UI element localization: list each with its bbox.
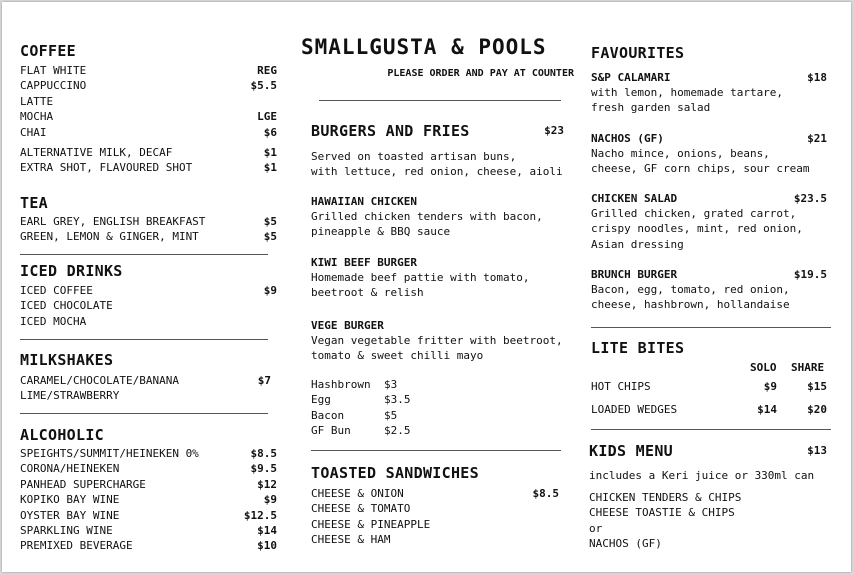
price: $14 bbox=[257, 524, 277, 538]
list-item: CHEESE & HAM bbox=[311, 533, 391, 547]
price: $9 bbox=[263, 493, 277, 507]
list-item: PREMIXED BEVERAGE bbox=[20, 539, 133, 553]
favourite-item bbox=[591, 191, 803, 252]
list-item: LIME/STRAWBERRY bbox=[20, 389, 120, 403]
coffee-list bbox=[20, 63, 86, 140]
price: $12.5 bbox=[243, 508, 277, 522]
kids-list bbox=[589, 490, 741, 552]
iced-list bbox=[20, 283, 113, 329]
list-item: ICED COFFEE bbox=[20, 284, 93, 297]
list-item: EXTRA SHOT, FLAVOURED SHOT bbox=[20, 161, 193, 175]
list-item: CHICKEN TENDERS & CHIPS bbox=[589, 491, 742, 504]
addon-name: Hashbrown bbox=[311, 378, 371, 391]
addon-name: Bacon bbox=[311, 408, 345, 422]
description-line: Vegan vegetable fritter with beetroot, bbox=[311, 334, 563, 347]
price: $8.5 bbox=[250, 447, 277, 460]
price: $5 bbox=[263, 215, 277, 228]
coffee-extras bbox=[20, 145, 192, 176]
list-item: SPEIGHTS/SUMMIT/HEINEKEN 0% bbox=[20, 447, 199, 460]
order-note: PLEASE ORDER AND PAY AT COUNTER bbox=[387, 68, 574, 79]
description-line: Homemade beef pattie with tomato, bbox=[311, 271, 530, 284]
list-item: OYSTER BAY WINE bbox=[20, 508, 120, 522]
divider bbox=[319, 100, 561, 101]
description-line: Asian dressing bbox=[591, 237, 684, 251]
description-line: crispy noodles, mint, red onion, bbox=[591, 222, 803, 236]
divider bbox=[20, 413, 268, 414]
list-item: PANHEAD SUPERCHARGE bbox=[20, 477, 146, 491]
favourite-item bbox=[591, 70, 783, 116]
tea-list bbox=[20, 214, 205, 245]
list-item: ALTERNATIVE MILK, DECAF bbox=[20, 146, 173, 159]
burgers-intro bbox=[311, 149, 563, 180]
divider bbox=[20, 339, 268, 340]
description-line: with lemon, homemade tartare, bbox=[591, 86, 784, 99]
price: $1 bbox=[263, 146, 277, 159]
favourite-item bbox=[591, 267, 790, 313]
price: $3 bbox=[384, 378, 398, 391]
lite-bites-heading: LITE BITES bbox=[591, 339, 685, 357]
price: $5 bbox=[384, 408, 398, 422]
coffee-heading: COFFEE bbox=[20, 42, 76, 60]
description-line: Grilled chicken, grated carrot, bbox=[591, 207, 797, 220]
item-name: KIWI BEEF BURGER bbox=[311, 256, 417, 269]
list-item: EARL GREY, ENGLISH BREAKFAST bbox=[20, 215, 206, 228]
description-line: beetroot & relish bbox=[311, 286, 424, 300]
addon-prices bbox=[384, 377, 411, 439]
tea-prices bbox=[264, 214, 277, 245]
price-solo: $14 bbox=[757, 403, 777, 416]
price: $9.5 bbox=[250, 462, 277, 476]
alcoholic-list bbox=[20, 446, 199, 554]
col-share-label: SHARE bbox=[791, 361, 825, 374]
price: $5 bbox=[263, 230, 277, 244]
price: $12 bbox=[257, 477, 277, 491]
tea-heading: TEA bbox=[20, 194, 48, 212]
brand-title: SMALLGUSTA & POOLS bbox=[301, 35, 547, 59]
list-item: CAPPUCCINO bbox=[20, 79, 87, 93]
list-item: ICED MOCHA bbox=[20, 314, 87, 328]
kids-menu-heading: KIDS MENU bbox=[589, 442, 673, 460]
price: $23.5 bbox=[793, 192, 827, 205]
description-line: cheese, hashbrown, hollandaise bbox=[591, 298, 790, 312]
addon-name: Egg bbox=[311, 393, 331, 407]
kids-price: $13 bbox=[807, 444, 827, 457]
toasted-list bbox=[311, 486, 430, 548]
divider bbox=[20, 254, 268, 255]
list-item: CHEESE & PINEAPPLE bbox=[311, 517, 431, 531]
item-name: HAWAIIAN CHICKEN bbox=[311, 195, 417, 208]
description-line: Grilled chicken tenders with bacon, bbox=[311, 210, 543, 223]
list-item: CARAMEL/CHOCOLATE/BANANA bbox=[20, 374, 179, 387]
price: $10 bbox=[257, 539, 277, 553]
list-item: NACHOS (GF) bbox=[589, 537, 662, 551]
toasted-heading: TOASTED SANDWICHES bbox=[311, 464, 479, 482]
price: $21 bbox=[807, 132, 827, 145]
item-name: BRUNCH BURGER bbox=[591, 268, 678, 281]
size-label-reg: REG bbox=[257, 64, 277, 77]
iced-price: $9 bbox=[263, 284, 277, 297]
list-item: CHAI bbox=[20, 125, 47, 139]
item-name: NACHOS (GF) bbox=[591, 132, 664, 145]
price-lge: $6 bbox=[263, 125, 277, 139]
burger-item bbox=[311, 255, 530, 301]
burger-item bbox=[311, 318, 563, 364]
price-reg: $5.5 bbox=[250, 79, 277, 93]
milkshakes-price: $7 bbox=[257, 374, 271, 387]
description-line: with lettuce, red onion, cheese, aioli bbox=[311, 165, 563, 179]
coffee-prices bbox=[251, 63, 278, 140]
list-item: KOPIKO BAY WINE bbox=[20, 493, 120, 507]
list-item: GREEN, LEMON & GINGER, MINT bbox=[20, 230, 199, 244]
list-item: CHEESE TOASTIE & CHIPS bbox=[589, 506, 735, 520]
list-item: CORONA/HEINEKEN bbox=[20, 462, 120, 476]
price-solo: $9 bbox=[763, 380, 777, 393]
divider bbox=[591, 429, 831, 430]
burgers-heading: BURGERS AND FRIES bbox=[311, 122, 470, 140]
lite-item: HOT CHIPS bbox=[591, 380, 651, 393]
price: $1 bbox=[263, 161, 277, 175]
burgers-price: $23 bbox=[544, 124, 564, 137]
description-line: fresh garden salad bbox=[591, 101, 711, 115]
kids-note: includes a Keri juice or 330ml can bbox=[589, 469, 815, 482]
description-line: cheese, GF corn chips, sour cream bbox=[591, 162, 810, 176]
list-item: ICED CHOCOLATE bbox=[20, 299, 113, 313]
description-line: Served on toasted artisan buns, bbox=[311, 150, 517, 163]
price: $2.5 bbox=[384, 424, 411, 438]
item-name: CHICKEN SALAD bbox=[591, 192, 678, 205]
addon-name: GF Bun bbox=[311, 424, 351, 438]
lite-item: LOADED WEDGES bbox=[591, 403, 678, 416]
menu-sheet bbox=[2, 2, 851, 572]
burger-item bbox=[311, 194, 543, 240]
size-label-lge: LGE bbox=[257, 110, 277, 124]
list-item: or bbox=[589, 521, 603, 535]
favourites-heading: FAVOURITES bbox=[591, 44, 685, 62]
addon-list bbox=[311, 377, 371, 439]
coffee-extras-prices bbox=[264, 145, 277, 176]
alcoholic-prices bbox=[244, 446, 277, 554]
toasted-price: $8.5 bbox=[532, 487, 559, 500]
milkshakes-list bbox=[20, 373, 179, 404]
price-share: $15 bbox=[807, 380, 827, 393]
item-name: VEGE BURGER bbox=[311, 319, 384, 332]
iced-heading: ICED DRINKS bbox=[20, 262, 123, 280]
milkshakes-heading: MILKSHAKES bbox=[20, 351, 114, 369]
price: $3.5 bbox=[384, 393, 411, 407]
list-item: LATTE bbox=[20, 94, 54, 108]
description-line: tomato & sweet chilli mayo bbox=[311, 349, 484, 363]
col-solo-label: SOLO bbox=[750, 361, 777, 374]
alcoholic-heading: ALCOHOLIC bbox=[20, 426, 104, 444]
item-name: S&P CALAMARI bbox=[591, 71, 671, 84]
description-line: Bacon, egg, tomato, red onion, bbox=[591, 283, 790, 296]
list-item: SPARKLING WINE bbox=[20, 524, 113, 538]
price: $19.5 bbox=[793, 268, 827, 281]
price-share: $20 bbox=[807, 403, 827, 416]
favourite-item bbox=[591, 131, 810, 177]
description-line: pineapple & BBQ sauce bbox=[311, 225, 451, 239]
list-item: MOCHA bbox=[20, 110, 54, 124]
price: $18 bbox=[807, 71, 827, 84]
description-line: Nacho mince, onions, beans, bbox=[591, 147, 770, 160]
divider bbox=[311, 450, 561, 451]
list-item: FLAT WHITE bbox=[20, 64, 87, 77]
list-item: CHEESE & TOMATO bbox=[311, 502, 411, 516]
divider bbox=[591, 327, 831, 328]
list-item: CHEESE & ONION bbox=[311, 487, 404, 500]
